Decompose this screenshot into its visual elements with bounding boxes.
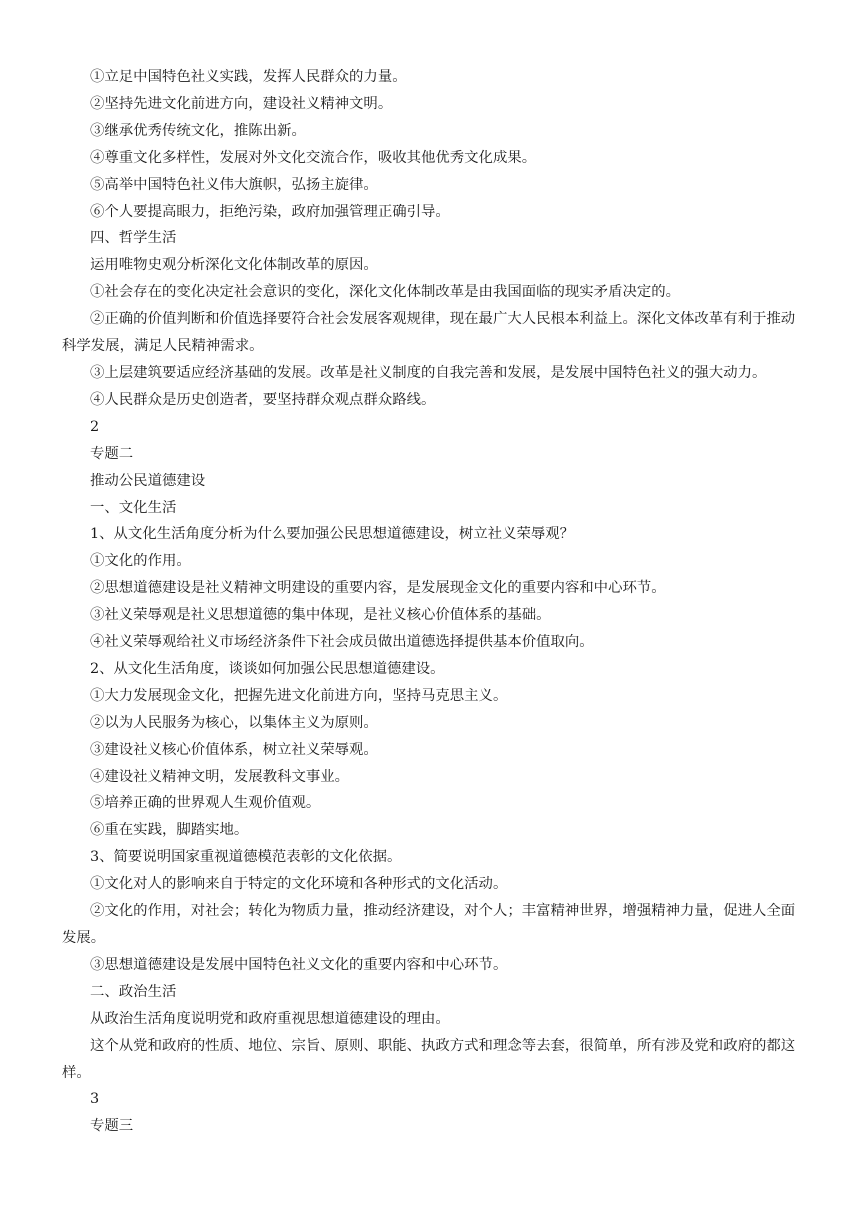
paragraph: ②正确的价值判断和价值选择要符合社会发展客观规律，现在最广大人民根本利益上。深化文体改革有利于推动科学发展，满足人民精神需求。 xyxy=(62,311,796,355)
paragraph: ④尊重文化多样性，发展对外文化交流合作，吸收其他优秀文化成果。 xyxy=(90,149,537,166)
paragraph: ②以为人民服务为核心，以集体主义为原则。 xyxy=(90,714,378,731)
question: 从政治生活角度说明党和政府重视思想道德建设的理由。 xyxy=(90,1010,450,1027)
paragraph: ②思想道德建设是社义精神文明建设的重要内容，是发展现金文化的重要内容和中心环节。 xyxy=(90,580,666,597)
paragraph: ⑤高举中国特色社义伟大旗帜，弘扬主旋律。 xyxy=(90,176,378,193)
question: 3、简要说明国家重视道德模范表彰的文化依据。 xyxy=(90,849,402,866)
paragraph: ①文化对人的影响来自于特定的文化环境和各种形式的文化活动。 xyxy=(90,876,508,893)
section-heading: 四、哲学生活 xyxy=(90,230,177,247)
paragraph: ③上层建筑要适应经济基础的发展。改革是社义制度的自我完善和发展，是发展中国特色社义的强大动力。 xyxy=(90,364,767,381)
paragraph: ⑤培养正确的世界观人生观价值观。 xyxy=(90,795,321,812)
paragraph: ①大力发展现金文化，把握先进文化前进方向，坚持马克思主义。 xyxy=(90,687,508,704)
section-heading: 二、政治生活 xyxy=(90,983,177,1000)
paragraph: ③社义荣辱观是社义思想道德的集中体现，是社义核心价值体系的基础。 xyxy=(90,607,551,624)
document-body xyxy=(62,64,806,1140)
paragraph: ⑥个人要提高眼力，拒绝污染，政府加强管理正确引导。 xyxy=(90,203,450,220)
paragraph: ④建设社义精神文明，发展教科文事业。 xyxy=(90,768,350,785)
page-number: 2 xyxy=(90,418,100,435)
paragraph: ③建设社义核心价值体系，树立社义荣辱观。 xyxy=(90,741,378,758)
question: 运用唯物史观分析深化文化体制改革的原因。 xyxy=(90,257,378,274)
paragraph: ②文化的作用，对社会；转化为物质力量，推动经济建设，对个人；丰富精神世界，增强精神力量，促进人全面发展。 xyxy=(62,903,796,946)
question: 1、从文化生活角度分析为什么要加强公民思想道德建设，树立社义荣辱观？ xyxy=(90,526,575,543)
paragraph: ③思想道德建设是发展中国特色社义文化的重要内容和中心环节。 xyxy=(90,956,508,973)
paragraph: 这个从党和政府的性质、地位、宗旨、原则、职能、执政方式和理念等去套，很简单，所有涉及党和政府的都这样。 xyxy=(62,1037,796,1081)
paragraph: ④人民群众是历史创造者，要坚持群众观点群众路线。 xyxy=(90,391,436,408)
paragraph: ③继承优秀传统文化，推陈出新。 xyxy=(90,122,306,139)
topic-heading: 专题三 xyxy=(90,1118,134,1135)
topic-heading: 专题二 xyxy=(90,445,134,462)
section-heading: 一、文化生活 xyxy=(90,499,177,516)
page-number: 3 xyxy=(90,1091,100,1108)
paragraph: ⑥重在实践，脚踏实地。 xyxy=(90,822,249,839)
paragraph: ②坚持先进文化前进方向，建设社义精神文明。 xyxy=(90,95,393,112)
paragraph: ①社会存在的变化决定社会意识的变化，深化文化体制改革是由我国面临的现实矛盾决定的。 xyxy=(90,284,681,301)
paragraph: ①文化的作用。 xyxy=(90,553,191,570)
paragraph: ④社义荣辱观给社义市场经济条件下社会成员做出道德选择提供基本价值取向。 xyxy=(90,634,594,651)
paragraph: ①立足中国特色社义实践，发挥人民群众的力量。 xyxy=(90,69,407,85)
topic-title: 推动公民道德建设 xyxy=(90,472,206,489)
question: 2、从文化生活角度，谈谈如何加强公民思想道德建设。 xyxy=(90,660,445,677)
